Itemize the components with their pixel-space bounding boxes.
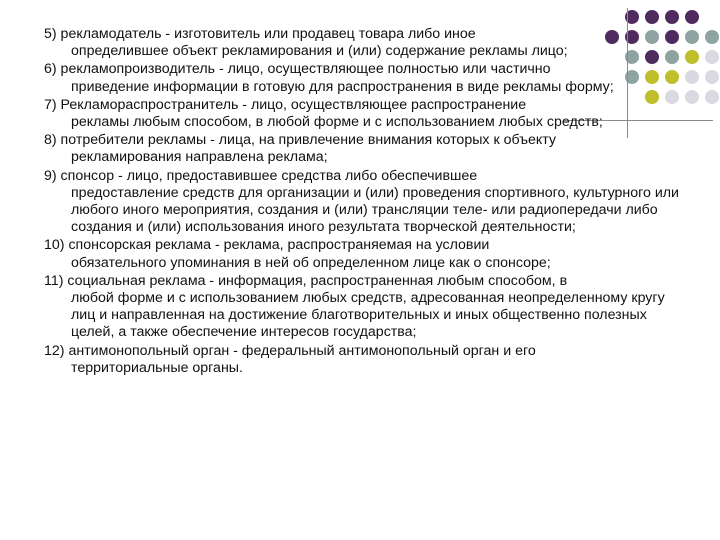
definition-first-line: 5) рекламодатель - изготовитель или продавец товара либо иное — [44, 26, 476, 42]
decor-dot — [705, 90, 719, 104]
definition-continuation: обязательного упоминания в ней об определенном лице как о спонсоре; — [71, 254, 551, 271]
decor-dot — [705, 70, 719, 84]
definition-item — [44, 61, 680, 95]
definition-continuation: рекламирования направлена реклама; — [71, 149, 328, 166]
definition-continuation: территориальные органы. — [71, 359, 243, 376]
decor-dot — [705, 50, 719, 64]
definition-first-line: 6) рекламопроизводитель - лицо, осуществляющее полностью или частично — [44, 61, 551, 78]
definition-item — [44, 168, 680, 237]
decor-dot — [685, 50, 699, 64]
definition-continuation: приведение информации в готовую для распространения в виде рекламы форму; — [71, 78, 614, 95]
definitions-list — [44, 26, 680, 378]
definition-item — [44, 273, 680, 342]
definition-continuation: рекламы любым способом, в любой форме и с использованием любых средств; — [71, 114, 603, 131]
decor-dot — [665, 10, 679, 24]
decor-dot — [645, 10, 659, 24]
decor-dot — [685, 70, 699, 84]
definition-item — [44, 237, 680, 271]
definition-continuation: любой форме и с использованием любых средств, адресованная неопределенному кругу лиц и направленная на достижение благотворительных и иных общественно полезных целей, а также обеспечение интересов государства; — [71, 290, 665, 341]
definition-first-line: 8) потребители рекламы - лица, на привлечение внимания которых к объекту — [44, 132, 557, 149]
definition-first-line: 10) спонсорская реклама - реклама, распространяемая на условии — [44, 237, 490, 254]
definition-first-line: 11) социальная реклама - информация, распространенная любым способом, в — [44, 272, 568, 289]
definition-continuation: предоставление средств для организации и (или) проведения спортивного, культурного или любого иного мероприятия, создания и (или) трансляции теле- или радиопередачи либо создания и (или) использования иного результата творческой деятельности; — [71, 184, 679, 236]
definition-item — [44, 132, 680, 166]
decor-dot — [685, 30, 699, 44]
definition-first-line: 12) антимонопольный орган - федеральный антимонопольный орган и его — [44, 342, 536, 359]
decor-dot — [705, 30, 719, 44]
decor-dot — [685, 10, 699, 24]
decor-dot — [685, 90, 699, 104]
definition-item — [44, 97, 680, 131]
definition-item — [44, 343, 680, 377]
definition-first-line: 7) Рекламораспространитель - лицо, осуществляющее распространение — [44, 96, 527, 113]
definition-first-line: 9) спонсор - лицо, предоставившее средства либо обеспечившее — [44, 167, 478, 184]
definition-item — [44, 26, 680, 60]
definition-continuation: определившее объект рекламирования и (или) содержание рекламы лицо; — [71, 43, 568, 60]
